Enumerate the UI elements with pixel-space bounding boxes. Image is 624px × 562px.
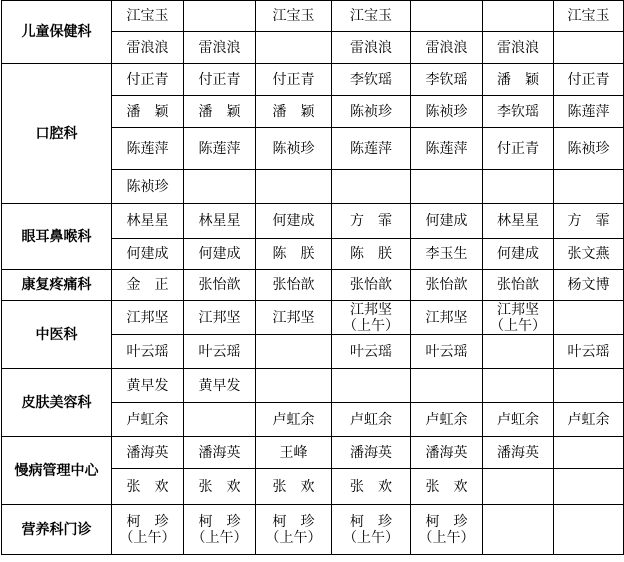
doctor-name: 方 霏 xyxy=(350,213,392,229)
roster-cell xyxy=(256,204,332,239)
session-note: （上午） xyxy=(418,529,475,546)
roster-cell xyxy=(411,204,483,239)
doctor-name: 张怡歆 xyxy=(272,277,315,293)
roster-cell xyxy=(112,369,184,403)
roster-cell xyxy=(332,505,411,555)
doctor-name: 柯 珍 xyxy=(272,513,315,530)
doctor-name: 卢虹余 xyxy=(497,411,539,428)
doctor-name: 潘 颖 xyxy=(126,103,169,120)
roster-cell xyxy=(554,437,624,469)
doctor-name: 陈莲萍 xyxy=(126,140,169,157)
roster-cell xyxy=(554,239,624,270)
roster-cell xyxy=(483,32,554,64)
roster-cell xyxy=(184,301,256,335)
doctor-name: 江邦坚 xyxy=(272,309,315,326)
roster-cell xyxy=(256,437,332,469)
doctor-name: 李钦瑶 xyxy=(350,71,392,88)
department-name: 慢病管理中心 xyxy=(2,437,112,505)
doctor-name: 何建成 xyxy=(126,246,169,262)
doctor-name: 张 欢 xyxy=(350,478,392,495)
doctor-name: 金 正 xyxy=(126,277,169,293)
doctor-name: 柯 珍 xyxy=(126,513,169,530)
doctor-name: 何建成 xyxy=(425,213,468,229)
doctor-name: 陈祯珍 xyxy=(350,103,392,120)
roster-cell xyxy=(483,204,554,239)
roster-cell xyxy=(256,369,332,403)
doctor-name: 张文燕 xyxy=(567,246,610,262)
roster-cell xyxy=(554,96,624,128)
roster-cell xyxy=(184,270,256,301)
roster-cell xyxy=(184,437,256,469)
roster-cell xyxy=(112,170,184,204)
doctor-name: 叶云瑶 xyxy=(567,343,610,360)
roster-cell xyxy=(554,469,624,505)
doctor-name: 张 欢 xyxy=(126,478,169,495)
doctor-name: 黄早发 xyxy=(126,377,169,394)
department-name: 眼耳鼻喉科 xyxy=(2,204,112,270)
doctor-name: 江邦坚 xyxy=(350,301,392,318)
department-name: 营养科门诊 xyxy=(2,505,112,555)
table-row xyxy=(2,437,624,469)
roster-cell xyxy=(256,96,332,128)
table-row xyxy=(2,1,624,32)
doctor-name: 李玉生 xyxy=(425,246,468,262)
doctor-name: 雷浪浪 xyxy=(497,39,539,56)
roster-cell xyxy=(554,170,624,204)
roster-cell xyxy=(112,505,184,555)
session-note: （上午） xyxy=(119,529,176,546)
doctor-name: 潘海英 xyxy=(350,444,392,461)
doctor-name: 方 霏 xyxy=(567,213,610,229)
doctor-name: 卢虹余 xyxy=(425,411,468,428)
duty-roster-table xyxy=(1,0,624,555)
roster-cell xyxy=(483,64,554,96)
doctor-name: 叶云瑶 xyxy=(126,343,169,360)
roster-cell xyxy=(483,301,554,335)
doctor-name: 杨文博 xyxy=(567,277,610,293)
roster-cell xyxy=(332,335,411,369)
roster-cell xyxy=(256,32,332,64)
doctor-name: 陈莲萍 xyxy=(425,140,468,157)
table-row xyxy=(2,64,624,96)
roster-cell xyxy=(554,505,624,555)
doctor-name: 李钦瑶 xyxy=(497,103,539,120)
roster-cell xyxy=(411,239,483,270)
doctor-name: 林星星 xyxy=(126,213,169,229)
roster-cell xyxy=(332,369,411,403)
doctor-name: 潘 颖 xyxy=(497,71,539,88)
roster-cell xyxy=(256,239,332,270)
doctor-name: 何建成 xyxy=(497,246,539,262)
roster-cell xyxy=(184,335,256,369)
roster-cell xyxy=(184,369,256,403)
roster-cell xyxy=(184,96,256,128)
roster-cell xyxy=(483,437,554,469)
doctor-name: 柯 珍 xyxy=(350,513,392,530)
roster-cell xyxy=(332,64,411,96)
doctor-name: 付正青 xyxy=(567,71,610,88)
doctor-name: 叶云瑶 xyxy=(198,343,241,360)
roster-cell xyxy=(184,64,256,96)
roster-cell xyxy=(256,335,332,369)
roster-cell xyxy=(554,270,624,301)
roster-cell xyxy=(112,239,184,270)
doctor-name: 何建成 xyxy=(272,213,315,229)
doctor-name: 李钦瑶 xyxy=(425,71,468,88)
roster-cell xyxy=(332,204,411,239)
roster-cell xyxy=(256,64,332,96)
doctor-name: 陈 朕 xyxy=(272,246,315,262)
doctor-name: 潘海英 xyxy=(497,444,539,461)
roster-cell xyxy=(483,270,554,301)
doctor-name: 卢虹余 xyxy=(126,411,169,428)
roster-cell xyxy=(332,128,411,170)
roster-cell xyxy=(184,469,256,505)
doctor-name: 江宝玉 xyxy=(350,8,392,24)
doctor-name: 叶云瑶 xyxy=(350,343,392,360)
roster-cell xyxy=(184,32,256,64)
roster-cell xyxy=(256,403,332,437)
department-name: 中医科 xyxy=(2,301,112,369)
roster-cell xyxy=(483,335,554,369)
roster-cell xyxy=(411,32,483,64)
roster-cell xyxy=(332,1,411,32)
doctor-name: 张怡歆 xyxy=(497,277,539,293)
doctor-name: 潘海英 xyxy=(425,444,468,461)
doctor-name: 潘 颖 xyxy=(198,103,241,120)
department-name: 儿童保健科 xyxy=(2,1,112,64)
roster-cell xyxy=(332,170,411,204)
roster-cell xyxy=(112,270,184,301)
roster-cell xyxy=(483,469,554,505)
doctor-name: 付正青 xyxy=(497,140,539,157)
doctor-name: 陈莲萍 xyxy=(198,140,241,157)
roster-cell xyxy=(184,1,256,32)
doctor-name: 潘 颖 xyxy=(272,103,315,120)
doctor-name: 陈祯珍 xyxy=(425,103,468,120)
roster-cell xyxy=(112,128,184,170)
roster-cell xyxy=(411,270,483,301)
roster-cell xyxy=(483,505,554,555)
roster-cell xyxy=(256,469,332,505)
session-note: （上午） xyxy=(191,529,248,546)
roster-cell xyxy=(554,301,624,335)
roster-cell xyxy=(554,335,624,369)
roster-cell xyxy=(112,437,184,469)
doctor-name: 张怡歆 xyxy=(350,277,392,293)
roster-cell xyxy=(332,239,411,270)
doctor-name: 陈 朕 xyxy=(350,246,392,262)
roster-cell xyxy=(256,270,332,301)
roster-cell xyxy=(483,170,554,204)
roster-cell xyxy=(332,469,411,505)
roster-cell xyxy=(184,505,256,555)
doctor-name: 潘海英 xyxy=(198,444,241,461)
roster-cell xyxy=(554,403,624,437)
roster-cell xyxy=(184,239,256,270)
doctor-name: 王峰 xyxy=(279,444,308,461)
doctor-name: 张怡歆 xyxy=(198,277,241,293)
roster-cell xyxy=(411,301,483,335)
doctor-name: 张 欢 xyxy=(272,478,315,495)
roster-cell xyxy=(411,170,483,204)
doctor-name: 江邦坚 xyxy=(198,309,241,326)
doctor-name: 雷浪浪 xyxy=(350,39,392,56)
doctor-name: 江邦坚 xyxy=(425,309,468,326)
roster-cell xyxy=(184,204,256,239)
doctor-name: 雷浪浪 xyxy=(425,39,468,56)
session-note: （上午） xyxy=(343,529,399,546)
doctor-name: 雷浪浪 xyxy=(126,39,169,56)
table-row xyxy=(2,270,624,301)
roster-cell xyxy=(112,403,184,437)
roster-cell xyxy=(112,301,184,335)
roster-cell xyxy=(411,505,483,555)
doctor-name: 江宝玉 xyxy=(126,8,169,24)
roster-cell xyxy=(411,369,483,403)
roster-cell xyxy=(184,170,256,204)
doctor-name: 林星星 xyxy=(198,213,241,229)
session-note: （上午） xyxy=(265,529,322,546)
session-note: （上午） xyxy=(343,317,399,334)
roster-cell xyxy=(332,437,411,469)
roster-cell xyxy=(411,335,483,369)
roster-cell xyxy=(483,128,554,170)
roster-cell xyxy=(112,204,184,239)
roster-cell xyxy=(554,1,624,32)
roster-cell xyxy=(483,1,554,32)
roster-cell xyxy=(256,1,332,32)
doctor-name: 张怡歆 xyxy=(425,277,468,293)
roster-cell xyxy=(112,335,184,369)
table-row xyxy=(2,301,624,335)
roster-cell xyxy=(411,403,483,437)
roster-cell xyxy=(332,301,411,335)
roster-cell xyxy=(411,437,483,469)
doctor-name: 林星星 xyxy=(497,213,539,229)
doctor-name: 潘海英 xyxy=(126,444,169,461)
roster-cell xyxy=(554,64,624,96)
doctor-name: 卢虹余 xyxy=(567,411,610,428)
doctor-name: 江宝玉 xyxy=(272,8,315,24)
roster-cell xyxy=(411,1,483,32)
session-note: （上午） xyxy=(490,317,546,334)
doctor-name: 柯 珍 xyxy=(198,513,241,530)
doctor-name: 雷浪浪 xyxy=(198,39,241,56)
doctor-name: 陈祯珍 xyxy=(567,140,610,157)
doctor-name: 陈祯珍 xyxy=(272,140,315,157)
doctor-name: 张 欢 xyxy=(198,478,241,495)
doctor-name: 卢虹余 xyxy=(350,411,392,428)
roster-cell xyxy=(554,32,624,64)
roster-cell xyxy=(411,469,483,505)
doctor-name: 付正青 xyxy=(198,71,241,88)
roster-cell xyxy=(332,270,411,301)
roster-cell xyxy=(332,96,411,128)
table-row xyxy=(2,204,624,239)
roster-cell xyxy=(112,32,184,64)
roster-body xyxy=(2,1,624,555)
doctor-name: 江邦坚 xyxy=(126,309,169,326)
roster-cell xyxy=(554,128,624,170)
doctor-name: 张 欢 xyxy=(425,478,468,495)
doctor-name: 江宝玉 xyxy=(567,8,610,24)
roster-cell xyxy=(256,128,332,170)
roster-cell xyxy=(112,469,184,505)
table-row xyxy=(2,369,624,403)
roster-cell xyxy=(483,403,554,437)
roster-cell xyxy=(332,32,411,64)
department-name: 皮肤美容科 xyxy=(2,369,112,437)
doctor-name: 江邦坚 xyxy=(497,301,539,318)
doctor-name: 叶云瑶 xyxy=(425,343,468,360)
roster-cell xyxy=(256,170,332,204)
roster-cell xyxy=(554,369,624,403)
roster-cell xyxy=(112,96,184,128)
roster-cell xyxy=(411,96,483,128)
doctor-name: 陈莲萍 xyxy=(350,140,392,157)
doctor-name: 陈祯珍 xyxy=(126,178,169,195)
roster-cell xyxy=(332,403,411,437)
roster-cell xyxy=(256,505,332,555)
roster-cell xyxy=(112,1,184,32)
roster-cell xyxy=(112,64,184,96)
roster-cell xyxy=(256,301,332,335)
roster-cell xyxy=(184,128,256,170)
roster-cell xyxy=(483,96,554,128)
doctor-name: 黄早发 xyxy=(198,377,241,394)
roster-cell xyxy=(411,64,483,96)
department-name: 口腔科 xyxy=(2,64,112,204)
table-row xyxy=(2,505,624,555)
doctor-name: 付正青 xyxy=(126,71,169,88)
doctor-name: 陈莲萍 xyxy=(567,103,610,120)
roster-cell xyxy=(554,204,624,239)
doctor-name: 柯 珍 xyxy=(425,513,468,530)
doctor-name: 付正青 xyxy=(272,71,315,88)
doctor-name: 何建成 xyxy=(198,246,241,262)
doctor-name: 卢虹余 xyxy=(272,411,315,428)
roster-cell xyxy=(411,128,483,170)
roster-cell xyxy=(483,239,554,270)
roster-cell xyxy=(483,369,554,403)
roster-cell xyxy=(184,403,256,437)
department-name: 康复疼痛科 xyxy=(2,270,112,301)
